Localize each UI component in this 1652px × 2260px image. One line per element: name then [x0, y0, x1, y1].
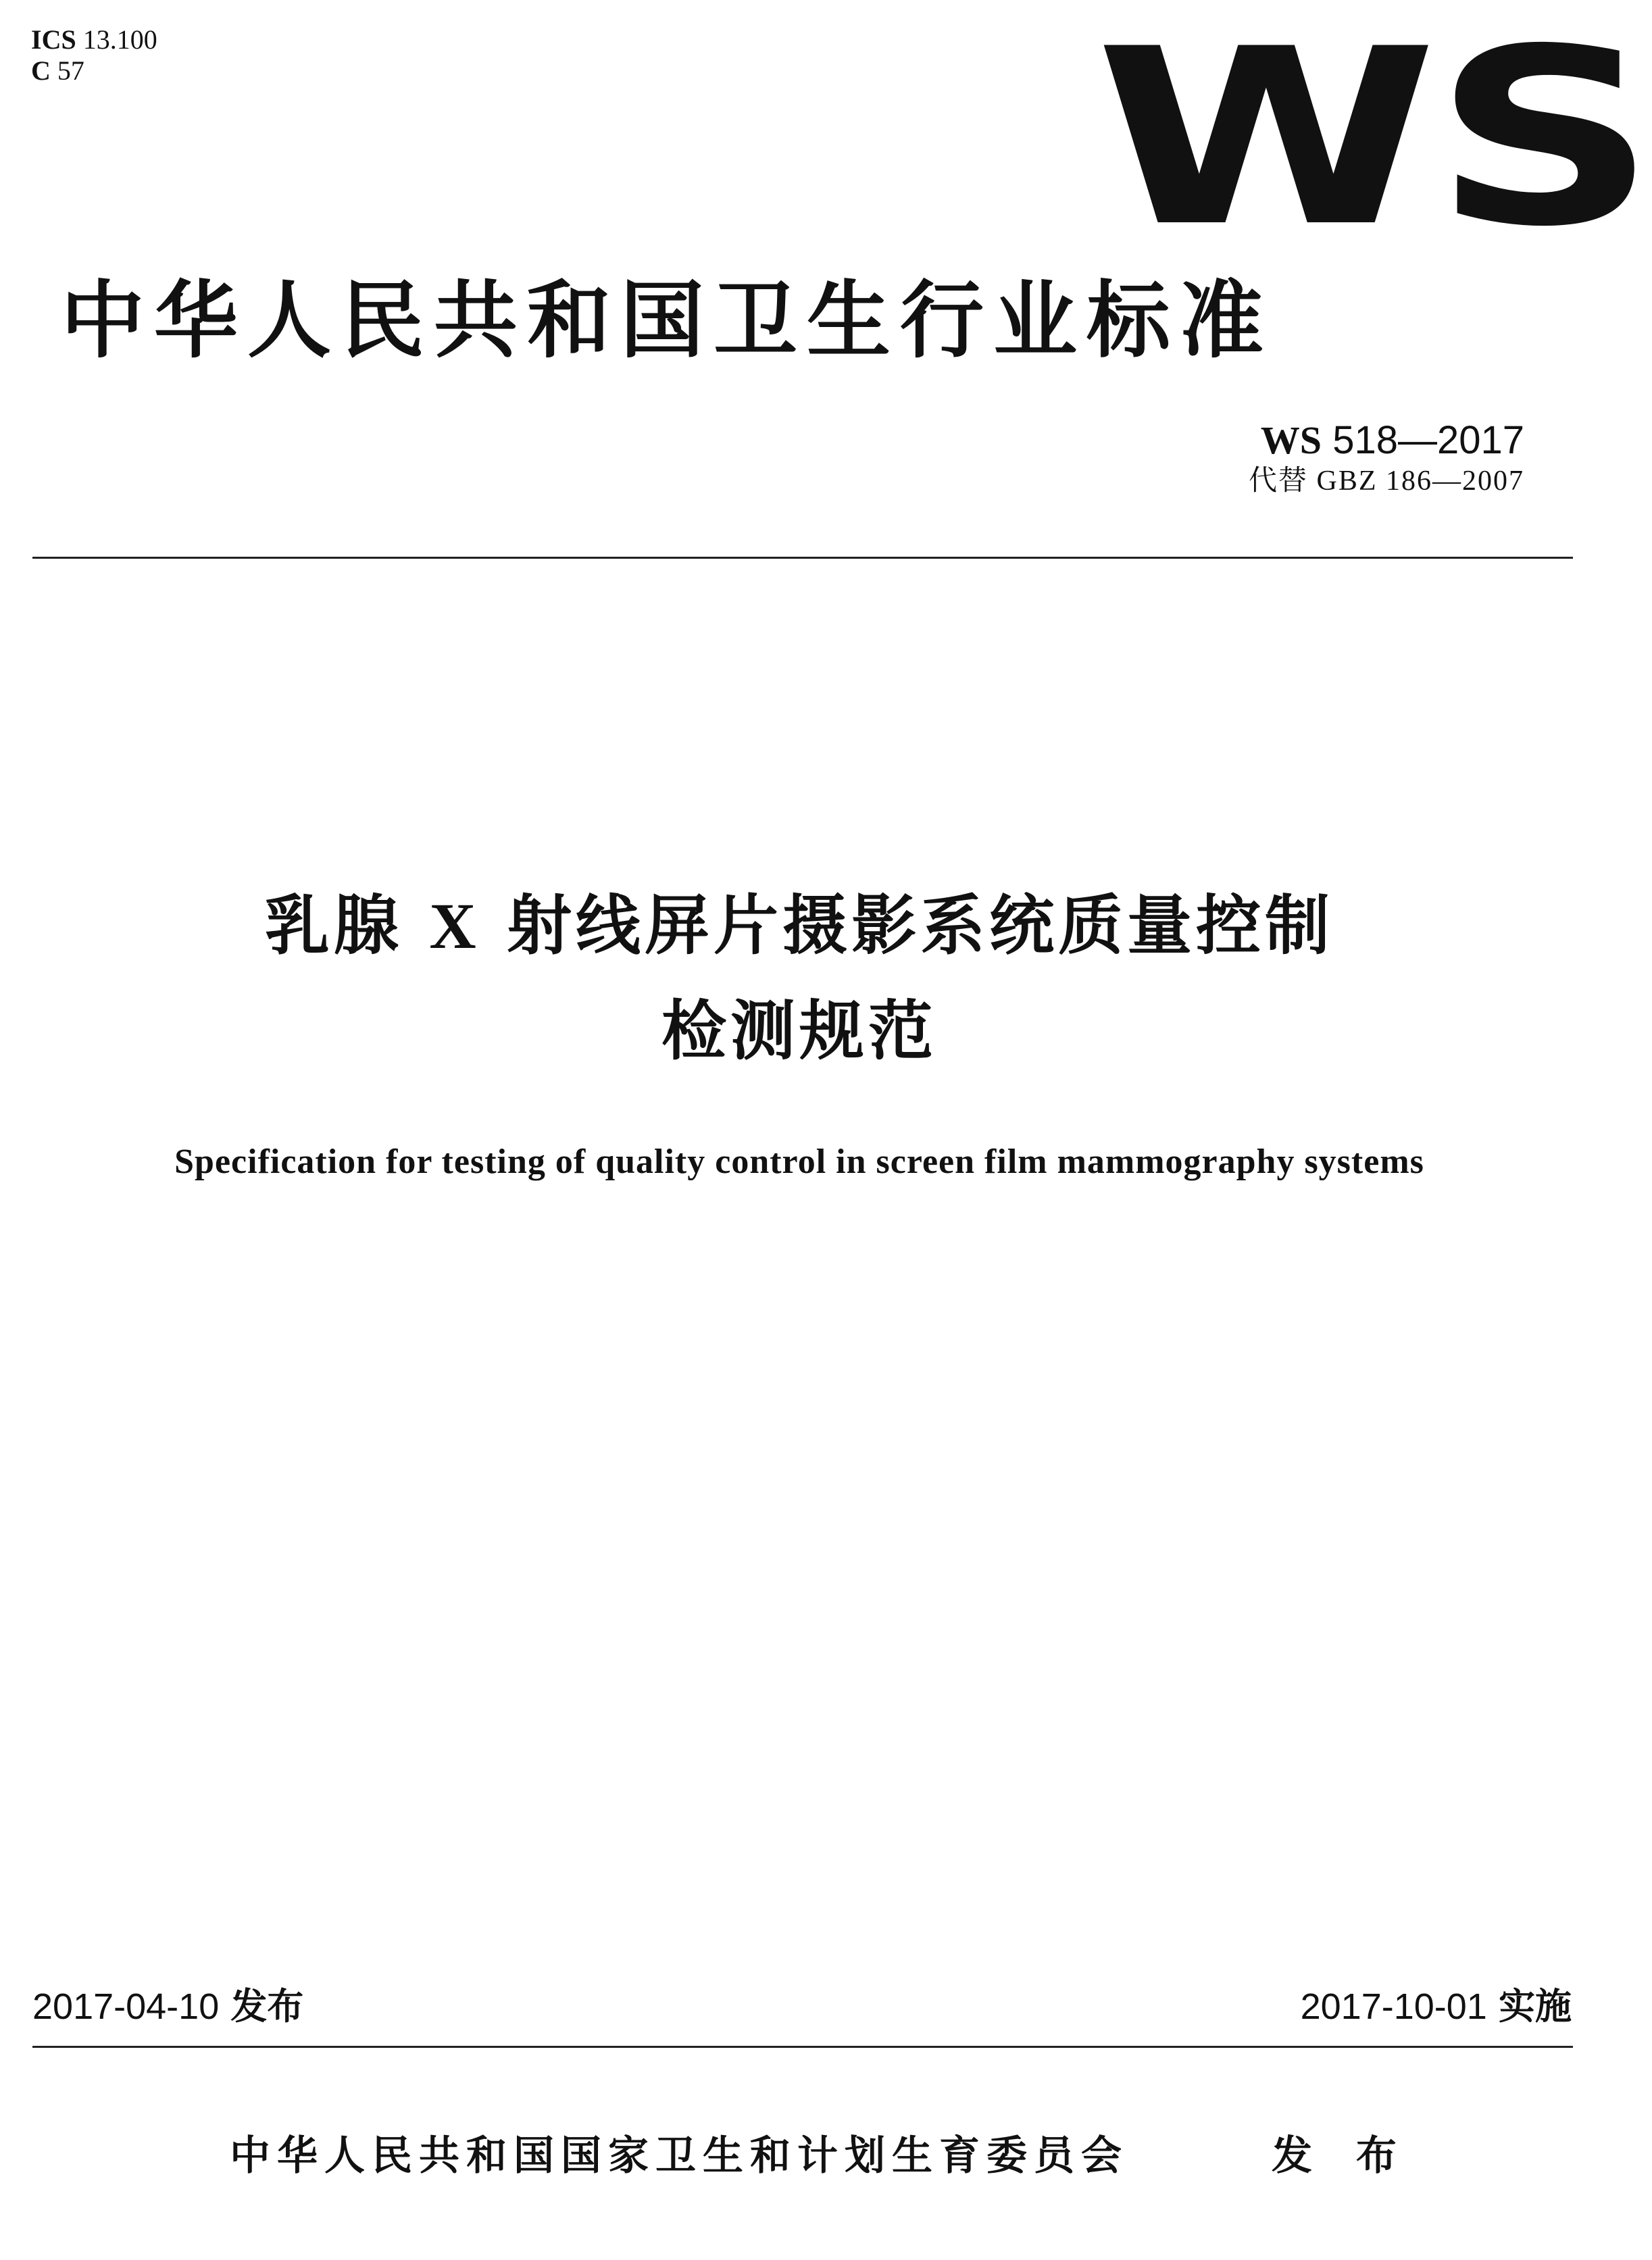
implementation-date: 2017-10-01: [1300, 1986, 1487, 2027]
title-en: Specification for testing of quality control in screen film mammography systems: [174, 1142, 1424, 1181]
standard-number-prefix: WS: [1260, 418, 1322, 462]
ccs-line: [31, 55, 157, 86]
ics-label: ICS: [31, 24, 76, 55]
issue-date: 2017-04-10: [32, 1986, 220, 2027]
classification-codes: [31, 24, 157, 86]
issue-word: 发 布: [1272, 2132, 1411, 2180]
implementation-label: 实施: [1499, 1985, 1572, 2028]
ccs-label: C: [31, 55, 51, 86]
title-cn-line-1: [0, 885, 1599, 967]
title-cn-line-1-b: 射线屏片摄影系统质量控制: [480, 888, 1334, 963]
standard-category-title: 中华人民共和国卫生行业标准: [61, 272, 1274, 370]
standard-number-value: 518—2017: [1332, 418, 1524, 462]
replaces-standard: 代替 GBZ 186—2007: [1248, 466, 1524, 497]
bottom-divider: [32, 2046, 1573, 2048]
title-cn-line-1-x: X: [429, 890, 480, 962]
title-cn-line-1-a: 乳腺: [264, 888, 430, 963]
top-divider: [32, 557, 1573, 559]
ics-code: 13.100: [82, 24, 157, 55]
implementation-date-block: [1301, 1985, 1572, 2028]
issuing-authority: 中华人民共和国国家卫生和计划生育委员会: [230, 2132, 1128, 2180]
title-cn-line-2: 检测规范: [661, 993, 937, 1069]
ccs-code: 57: [57, 55, 84, 86]
standard-number: [1261, 419, 1524, 462]
issue-label: 发布: [230, 1985, 304, 2028]
ics-line: [31, 24, 157, 55]
ws-logo: WS: [1095, 0, 1652, 280]
issue-date-block: [32, 1985, 303, 2028]
